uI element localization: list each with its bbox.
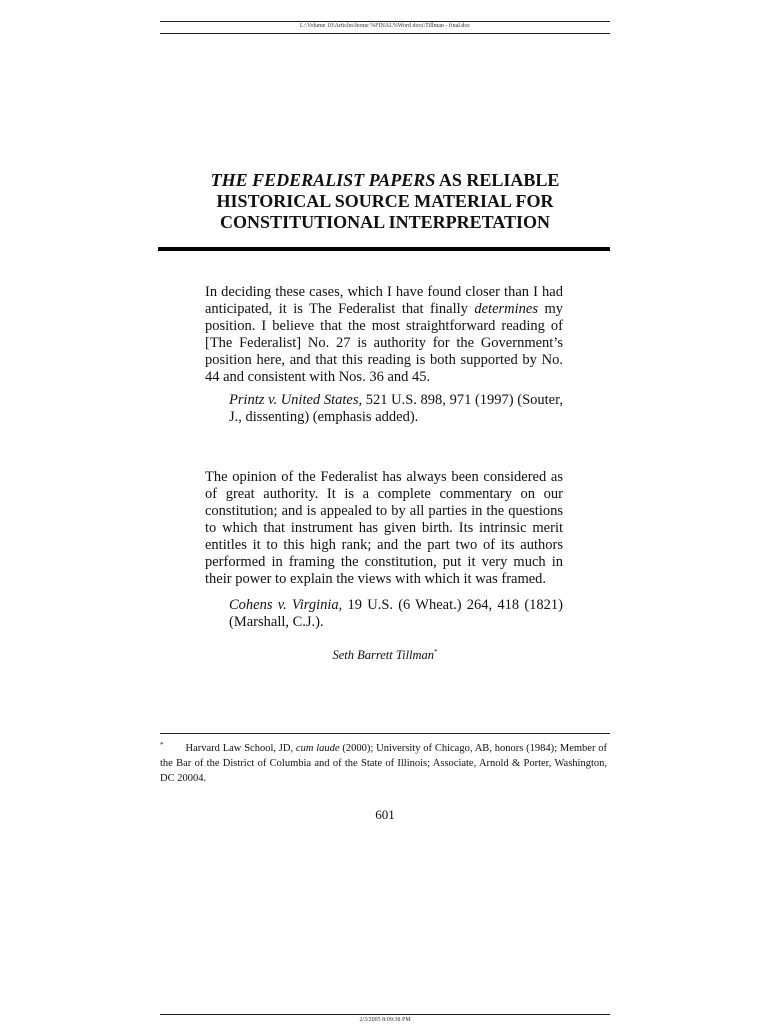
epigraph-2-quote: The opinion of the Federalist has always been considered as of great authority. It is a complete commentary on our constitution; and is appealed to by all parties in the questions to which that instrument has given birth. Its intrinsic merit entitles it to this high rank; and the part two of its authors performed in framing the constitution, put it very much in their power to explain the views with which it was framed. <box>205 469 563 587</box>
title-line-1 <box>160 170 610 191</box>
epigraph-1-case-name: Printz v. United States <box>229 392 359 408</box>
epigraph-2-citation <box>229 597 563 631</box>
title-line-1-rest: AS RELIABLE <box>435 170 560 190</box>
footnote-text-before: Harvard Law School, JD, <box>185 743 296 754</box>
footer-timestamp: 2/3/2005 8:09:38 PM <box>359 1017 411 1023</box>
article-title <box>160 170 610 233</box>
header-bottom-rule <box>160 33 610 34</box>
footer-rule <box>160 1014 610 1015</box>
footnote-mark: * <box>160 740 164 749</box>
header-file-path: L:\Volume 10\Articles\home %FINAL%Word docs\Tillman - final.doc <box>299 23 471 29</box>
author-name: Seth Barrett Tillman <box>332 648 435 663</box>
epigraph-1-text-before: In deciding these cases, which I have found closer than I had anticipated, it is The Federalist that finally <box>205 284 563 317</box>
epigraph-2-case-name: Cohens v. Virginia <box>229 597 339 613</box>
title-italic-part: THE FEDERALIST PAPERS <box>210 170 436 190</box>
epigraph-1-quote <box>205 284 563 386</box>
page-number: 601 <box>375 807 395 822</box>
epigraph-2-citation-text: , 19 U.S. (6 Wheat.) 264, 418 (1821) (Marshall, C.J.). <box>229 597 563 630</box>
epigraph-1-emphasis: determines <box>474 301 538 317</box>
title-line-2: HISTORICAL SOURCE MATERIAL FOR <box>216 191 554 211</box>
title-rule <box>158 247 610 251</box>
author-footnote-mark: * <box>434 648 438 656</box>
epigraph-1-citation-text: , 521 U.S. 898, 971 (1997) (Souter, J., dissenting) (emphasis added). <box>229 392 563 425</box>
title-line-3: CONSTITUTIONAL INTERPRETATION <box>220 212 550 232</box>
footnote-rule <box>160 733 610 734</box>
epigraph-1-citation <box>229 392 563 426</box>
footnote <box>160 741 607 786</box>
epigraph-1-text-after: my position. I believe that the most straightforward reading of [The Federalist] No. 27 is authority for the Government’s position here, and that this reading is both supported by No. 44 and consistent with Nos. 36 and 45. <box>205 301 564 385</box>
footnote-italic: cum laude <box>295 743 340 754</box>
author-byline <box>160 644 610 663</box>
footnote-text-after: (2000); University of Chicago, AB, honors (1984); Member of the Bar of the District of Columbia and of the State of Illinois; Associate, Arnold & Porter, Washington, DC 20004. <box>160 743 608 784</box>
